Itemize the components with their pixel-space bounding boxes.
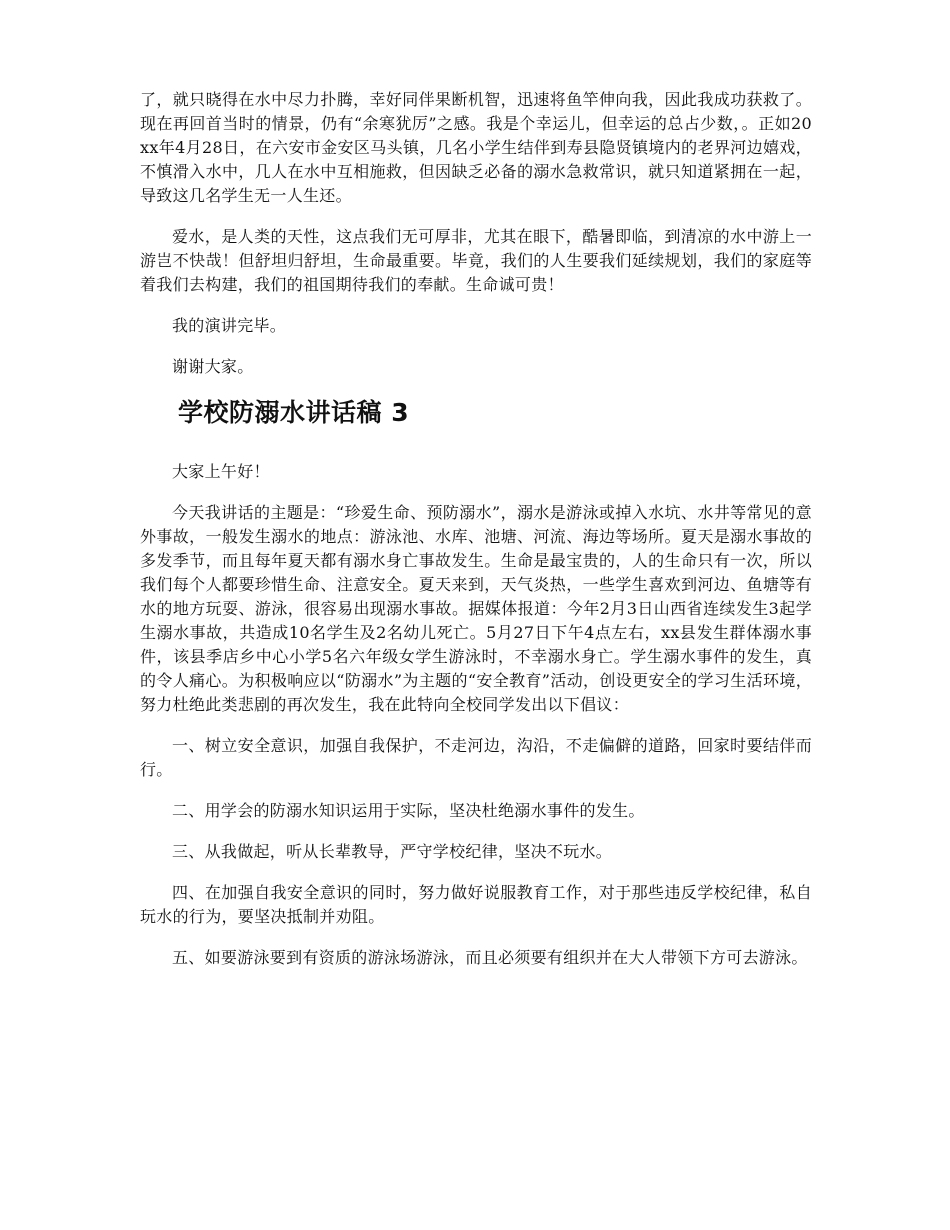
proposal-item-4: 四、在加强自我安全意识的同时，努力做好说服教育工作，对于那些违反学校纪律，私自玩水的行为，要坚决抵制并劝阻。 [140, 883, 812, 926]
proposal-item-1: 一、树立安全意识，加强自我保护，不走河边，沟沿，不走偏僻的道路，回家时要结伴而行。 [140, 736, 812, 779]
proposal-item-2: 二、用学会的防溺水知识运用于实际，坚决杜绝溺水事件的发生。 [172, 801, 645, 820]
proposal-item-5: 五、如要游泳要到有资质的游泳场游泳，而且必须要有组织并在大人带领下方可去游泳。 [172, 948, 808, 967]
paragraph-speech-end: 我的演讲完毕。 [172, 316, 287, 335]
proposal-item-3: 三、从我做起，听从长辈教导，严守学校纪律，坚决不玩水。 [172, 842, 613, 861]
section-title: 学校防溺水讲话稿 3 [178, 398, 410, 427]
paragraph-topic: 今天我讲话的主题是：“珍爱生命、预防溺水”，溺水是游泳或掉入水坑、水井等常见的意外事故，一般发生溺水的地点：游泳池、水库、池塘、河流、海边等场所。夏天是溺水事故的多发季节，而且每年夏天都有溺水身亡事故发生。生命是最宝贵的，人的生命只有一次，所以我们每个人都要珍惜生命、注意安全。夏天来到，天气炎热，一些学生喜欢到河边、鱼塘等有水的地方玩耍、游泳，很容易出现溺水事故。据媒体报道：今年2月3日山西省连续发生3起学生溺水事故，共造成10名学生及2名幼儿死亡。5月27日下午4点左右，xx县发生群体溺水事件，该县季店乡中心小学5名六年级女学生游泳时，不幸溺水身亡。学生溺水事件的发生，真的令人痛心。为积极响应以“防溺水”为主题的“安全教育”活动，创设更安全的学习生活环境，努力杜绝此类悲剧的再次发生，我在此特向全校同学发出以下倡议： [140, 503, 812, 714]
paragraph-love-water: 爱水，是人类的天性，这点我们无可厚非，尤其在眼下，酷暑即临，到清凉的水中游上一游岂不快哉！但舒坦归舒坦，生命最重要。毕竟，我们的人生要我们延续规划，我们的家庭等着我们去构建，我们的祖国期待我们的奉献。生命诚可贵！ [140, 227, 812, 294]
paragraph-thanks: 谢谢大家。 [172, 357, 254, 376]
document-body [140, 88, 812, 987]
paragraph-continued: 了，就只晓得在水中尽力扑腾，幸好同伴果断机智，迅速将鱼竿伸向我，因此我成功获救了。现在再回首当时的情景，仍有“余寒犹厉”之感。我是个幸运儿，但幸运的总占少数，。正如20xx年4月28日，在六安市金安区马头镇，几名小学生结伴到寿县隐贤镇境内的老界河边嬉戏，不慎滑入水中，几人在水中互相施救，但因缺乏必备的溺水急救常识，就只知道紧拥在一起，导致这几名学生无一人生还。 [140, 90, 812, 205]
paragraph-greeting: 大家上午好！ [172, 462, 270, 481]
